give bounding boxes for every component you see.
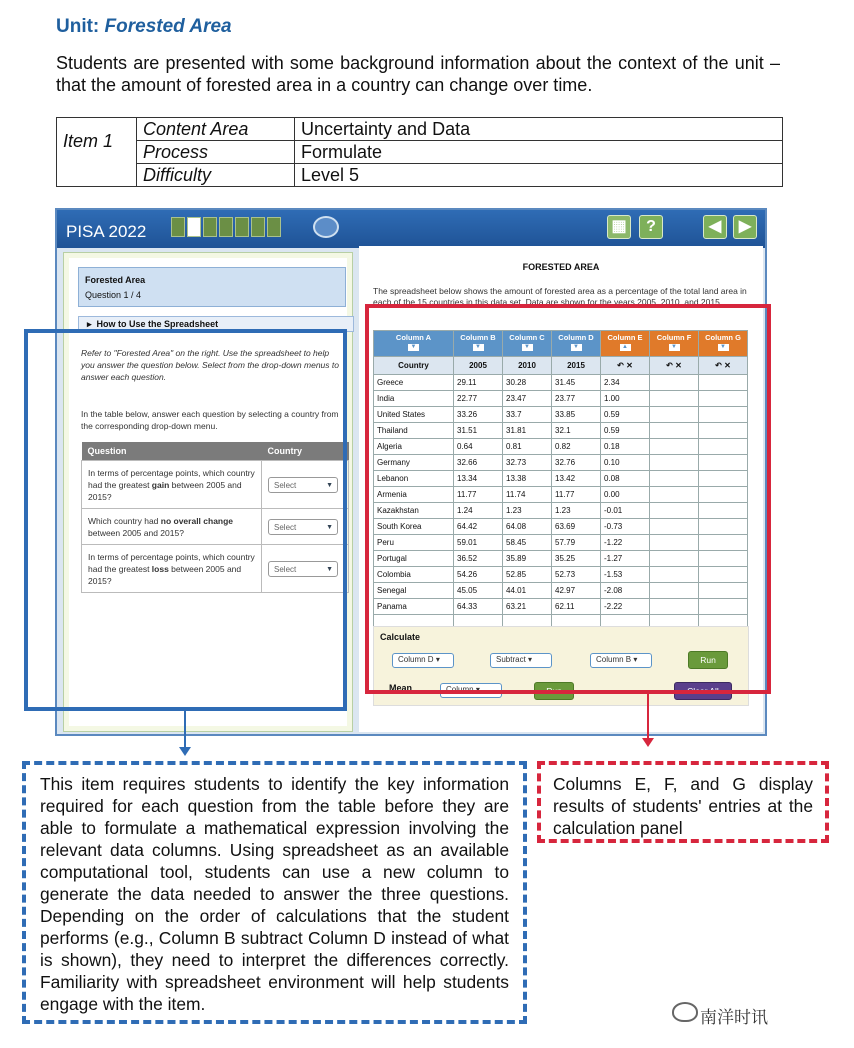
table-cell: 64.08 <box>503 519 552 535</box>
table-cell: Algeria <box>374 439 454 455</box>
chevron-down-icon: ▾ <box>528 655 533 664</box>
table-cell: Peru <box>374 535 454 551</box>
item-row <box>57 141 783 164</box>
chevron-down-icon: ▼ <box>326 565 333 573</box>
item-label: Item 1 <box>57 118 137 187</box>
table-cell: 36.52 <box>454 551 503 567</box>
app-name: PISA 2022 <box>66 222 147 241</box>
how-to-label: How to Use the Spreadsheet <box>96 319 219 329</box>
table-cell: South Korea <box>374 519 454 535</box>
table-cell: 23.47 <box>503 391 552 407</box>
table-cell: 11.74 <box>503 487 552 503</box>
chevron-down-icon: ▾ <box>475 685 480 694</box>
table-cell: India <box>374 391 454 407</box>
question-text: In terms of percentage points, which country had the greatest loss between 2005 and 2015? <box>82 545 262 593</box>
table-cell: 64.42 <box>454 519 503 535</box>
column-header-label: Column D <box>558 333 594 342</box>
item-value: Formulate <box>295 141 783 164</box>
chevron-down-icon: ▾ <box>633 655 638 664</box>
blue-highlight-box <box>24 329 347 711</box>
table-cell: 59.01 <box>454 535 503 551</box>
progress-segment <box>267 217 281 237</box>
select-label: Select <box>274 480 297 490</box>
progress-segment <box>203 217 217 237</box>
red-highlight-box <box>365 304 771 694</box>
progress-segment <box>251 217 265 237</box>
chevron-down-icon[interactable]: ▼ <box>718 344 729 351</box>
blue-arrow-icon <box>179 747 191 756</box>
chevron-down-icon[interactable]: ▼ <box>522 344 533 351</box>
item-info-table <box>56 117 783 187</box>
triangle-right-icon: ▸ <box>87 319 92 329</box>
table-cell: 23.77 <box>552 391 601 407</box>
table-cell: 62.11 <box>552 599 601 615</box>
question-counter: Question 1 / 4 <box>85 290 142 300</box>
table-cell: -2.08 <box>601 583 650 599</box>
calc-run-button[interactable]: Run <box>688 651 728 669</box>
app-header <box>57 210 765 248</box>
table-cell: 45.05 <box>454 583 503 599</box>
clear-all-button[interactable]: Clear All <box>674 682 732 700</box>
table-cell: 54.26 <box>454 567 503 583</box>
col-question: Question <box>82 442 262 461</box>
blue-annotation-note: This item requires students to identify the key information required for each question from the table before they are able to formulate a mathematical expression involving the relevant data columns. Using spreadsheet as an available computational tool, students can use a new column to generate the data needed to answer the three questions. Depending on the order of calculations that the student performs (e.g., Column B subtract Column D instead of what is shown), they need to interpret the differences correctly. Familiarity with spreadsheet environment will help students engage with the item. <box>22 761 527 1024</box>
mean-label: Mean <box>389 683 413 693</box>
timer-icon[interactable] <box>313 216 339 238</box>
table-cell: Colombia <box>374 567 454 583</box>
table-cell: 0.64 <box>454 439 503 455</box>
next-arrow-icon[interactable]: ▶ <box>733 215 757 239</box>
table-cell: 44.01 <box>503 583 552 599</box>
select-label: Subtract <box>496 655 526 664</box>
red-arrow-icon <box>642 738 654 747</box>
table-cell: 0.18 <box>601 439 650 455</box>
calculate-label: Calculate <box>380 632 421 642</box>
table-cell: 0.08 <box>601 471 650 487</box>
question-text: In terms of percentage points, which country had the greatest gain between 2005 and 2015? <box>82 461 262 509</box>
unit-name: Forested Area <box>104 16 232 37</box>
table-cell: -1.22 <box>601 535 650 551</box>
watermark: 南洋时讯 <box>700 1008 768 1027</box>
table-cell: -0.01 <box>601 503 650 519</box>
chevron-down-icon[interactable]: ▼ <box>571 344 582 351</box>
table-cell: 22.77 <box>454 391 503 407</box>
subheader-cell: Country <box>374 357 454 375</box>
table-cell: 31.81 <box>503 423 552 439</box>
unit-name-label: Forested Area <box>85 275 146 285</box>
table-cell: 0.00 <box>601 487 650 503</box>
select-label: Select <box>274 522 297 532</box>
table-cell: 1.23 <box>552 503 601 519</box>
table-cell: 1.00 <box>601 391 650 407</box>
column-header-label: Column G <box>705 333 741 342</box>
table-cell: 2.34 <box>601 375 650 391</box>
table-cell: -0.73 <box>601 519 650 535</box>
question-text: Which country had no overall change between 2005 and 2015? <box>82 509 262 545</box>
table-cell: 42.97 <box>552 583 601 599</box>
table-cell: 13.42 <box>552 471 601 487</box>
sort-up-icon[interactable]: ▲ <box>620 344 631 351</box>
chevron-down-icon: ▾ <box>435 655 440 664</box>
column-header-label: Column F <box>656 333 692 342</box>
table-cell: 32.1 <box>552 423 601 439</box>
table-cell: 35.25 <box>552 551 601 567</box>
unit-label: Unit: <box>56 16 100 37</box>
table-cell: 33.7 <box>503 407 552 423</box>
wechat-icon <box>672 1002 698 1022</box>
column-header-label: Column E <box>607 333 643 342</box>
item-row <box>57 118 783 141</box>
calculator-icon[interactable]: ▦ <box>607 215 631 239</box>
table-cell: 0.82 <box>552 439 601 455</box>
table-cell: 31.51 <box>454 423 503 439</box>
table-cell: 35.89 <box>503 551 552 567</box>
unit-title <box>56 16 232 38</box>
mean-run-button[interactable]: Run <box>534 682 574 700</box>
table-cell: Portugal <box>374 551 454 567</box>
table-cell: 29.11 <box>454 375 503 391</box>
table-cell: 32.73 <box>503 455 552 471</box>
table-cell: 31.45 <box>552 375 601 391</box>
item-key: Process <box>137 141 295 164</box>
spreadsheet-title: FORESTED AREA <box>522 262 600 272</box>
table-cell: 58.45 <box>503 535 552 551</box>
column-header-label: Column C <box>509 333 545 342</box>
table-cell: 0.10 <box>601 455 650 471</box>
table-cell: Thailand <box>374 423 454 439</box>
table-cell: 11.77 <box>454 487 503 503</box>
table-cell: -1.53 <box>601 567 650 583</box>
subheader-cell: 2005 <box>454 357 503 375</box>
table-cell: 13.38 <box>503 471 552 487</box>
table-cell: 33.85 <box>552 407 601 423</box>
item-row <box>57 164 783 187</box>
column-header-label: Column B <box>460 333 496 342</box>
instruction-2: In the table below, answer each question by selecting a country from the corresponding drop-down menu. <box>81 409 339 431</box>
select-label: Column D <box>398 655 434 664</box>
table-cell: Panama <box>374 599 454 615</box>
select-label: Column B <box>596 655 632 664</box>
undo-clear-controls[interactable]: ↶ ✕ <box>699 357 748 375</box>
help-icon[interactable]: ? <box>639 215 663 239</box>
subheader-cell: 2010 <box>503 357 552 375</box>
chevron-down-icon[interactable]: ▼ <box>473 344 484 351</box>
question-header <box>78 267 346 307</box>
table-cell: Kazakhstan <box>374 503 454 519</box>
item-value: Level 5 <box>295 164 783 187</box>
table-cell: 1.24 <box>454 503 503 519</box>
table-cell: Greece <box>374 375 454 391</box>
table-cell: 63.21 <box>503 599 552 615</box>
spreadsheet-description: The spreadsheet below shows the amount of forested area as a percentage of the total land area in each of the 15 countries in this data set. Data are shown for the years 2005, 2010, and 2015. <box>373 286 747 307</box>
table-cell: 32.76 <box>552 455 601 471</box>
table-cell: Senegal <box>374 583 454 599</box>
table-cell: United States <box>374 407 454 423</box>
chevron-down-icon: ▼ <box>326 481 333 489</box>
table-cell: 0.59 <box>601 407 650 423</box>
table-cell: Armenia <box>374 487 454 503</box>
select-label: Select <box>274 564 297 574</box>
intro-paragraph: Students are presented with some background information about the context of the unit – that the amount of forested area in a country can change over time. <box>56 53 780 95</box>
table-cell: Lebanon <box>374 471 454 487</box>
chevron-down-icon[interactable]: ▼ <box>408 344 419 351</box>
table-cell: 52.73 <box>552 567 601 583</box>
column-header-label: Column A <box>395 333 432 342</box>
col-country: Country <box>262 442 349 461</box>
instruction-1: Refer to "Forested Area" on the right. Use the spreadsheet to help you answer the question below. Select from the drop-down menus to answer each question. <box>81 348 339 382</box>
table-cell: 64.33 <box>454 599 503 615</box>
item-value: Uncertainty and Data <box>295 118 783 141</box>
undo-clear-controls[interactable]: ↶ ✕ <box>601 357 650 375</box>
table-cell: 11.77 <box>552 487 601 503</box>
table-cell: 0.81 <box>503 439 552 455</box>
undo-clear-controls[interactable]: ↶ ✕ <box>650 357 699 375</box>
table-cell: -2.22 <box>601 599 650 615</box>
chevron-down-icon: ▼ <box>326 523 333 531</box>
item-key: Difficulty <box>137 164 295 187</box>
progress-segment <box>187 217 201 237</box>
table-cell: Germany <box>374 455 454 471</box>
subheader-cell: 2015 <box>552 357 601 375</box>
table-cell: 1.23 <box>503 503 552 519</box>
blue-connector <box>184 711 186 751</box>
progress-segment <box>171 217 185 237</box>
chevron-down-icon[interactable]: ▼ <box>669 344 680 351</box>
progress-segment <box>235 217 249 237</box>
table-cell: 30.28 <box>503 375 552 391</box>
red-annotation-note: Columns E, F, and G display results of students' entries at the calculation panel <box>537 761 829 843</box>
table-cell: 32.66 <box>454 455 503 471</box>
table-cell: -1.27 <box>601 551 650 567</box>
back-arrow-icon[interactable]: ◀ <box>703 215 727 239</box>
table-cell: 63.69 <box>552 519 601 535</box>
progress-segment <box>219 217 233 237</box>
table-cell: 52.85 <box>503 567 552 583</box>
table-cell: 33.26 <box>454 407 503 423</box>
select-label: Column <box>446 685 474 694</box>
item-key: Content Area <box>137 118 295 141</box>
red-connector <box>647 694 649 739</box>
table-cell: 0.59 <box>601 423 650 439</box>
table-cell: 57.79 <box>552 535 601 551</box>
table-cell: 13.34 <box>454 471 503 487</box>
